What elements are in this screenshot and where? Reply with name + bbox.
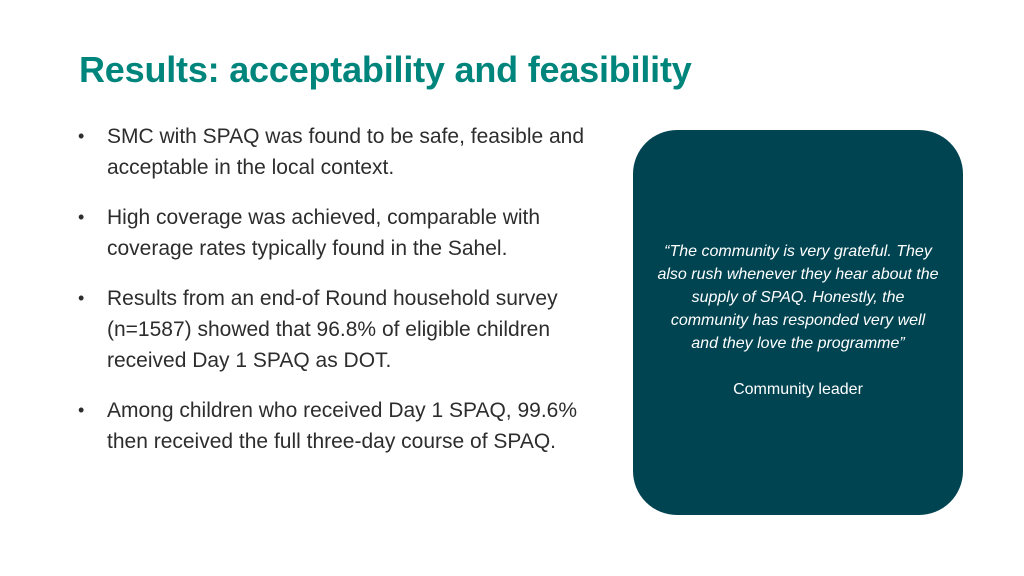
quote-box (633, 130, 963, 515)
bullet-marker: • (78, 207, 85, 227)
bullet-item (78, 121, 598, 183)
bullet-item (78, 202, 598, 264)
bullet-text: Among children who received Day 1 SPAQ, 99.6% then received the full three-day course of SPAQ. (107, 399, 578, 453)
bullet-list (78, 121, 598, 476)
bullet-item (78, 395, 598, 457)
bullet-marker: • (78, 400, 85, 420)
slide-title: Results: acceptability and feasibility (79, 49, 692, 90)
bullet-text: SMC with SPAQ was found to be safe, feasible and acceptable in the local context. (107, 125, 585, 179)
bullet-item (78, 283, 598, 376)
bullet-text: Results from an end-of Round household survey (n=1587) showed that 96.8% of eligible children received Day 1 SPAQ as DOT. (107, 287, 558, 372)
bullet-marker: • (78, 288, 85, 308)
quote-attribution: Community leader (733, 381, 863, 398)
bullet-marker: • (78, 126, 85, 146)
bullet-text: High coverage was achieved, comparable with coverage rates typically found in the Sahel. (107, 206, 541, 260)
quote-text: “The community is very grateful. They also rush whenever they hear about the supply of SPAQ. Honestly, the community has responded very well and they love the programme” (657, 243, 939, 352)
